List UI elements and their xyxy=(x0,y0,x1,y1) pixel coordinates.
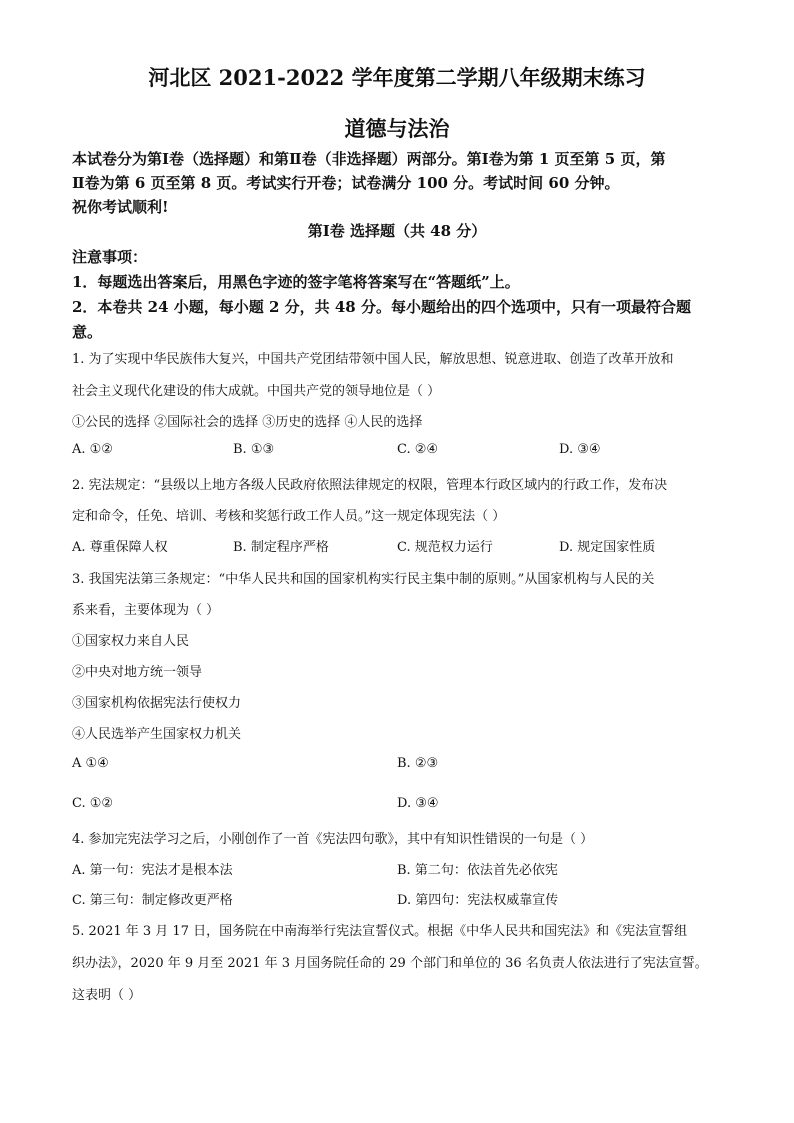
intro-line-1: 本试卷分为第Ⅰ卷（选择题）和第Ⅱ卷（非选择题）两部分。第Ⅰ卷为第 1 页至第 5 页，第 xyxy=(72,150,666,168)
note-1: 1．每题选出答案后，用黑色字迹的签字笔将答案写在“答题纸”上。 xyxy=(72,273,520,291)
q4-option-c: C. 第三句：制定修改更严格 xyxy=(72,893,233,908)
q2-option-d: D. 规定国家性质 xyxy=(559,540,656,555)
q1-stem-1: 1. 为了实现中华民族伟大复兴，中国共产党团结带领中国人民，解放思想、锐意进取、创造了改革开放和 xyxy=(72,352,674,367)
q1-option-c: C. ②④ xyxy=(397,442,439,457)
q4-stem: 4. 参加完宪法学习之后，小刚创作了一首《宪法四句歌》，其中有知识性错误的一句是（ ） xyxy=(72,832,594,847)
section-heading: 第Ⅰ卷 选择题（共 48 分） xyxy=(307,222,487,240)
q1-option-b: B. ①③ xyxy=(233,442,275,457)
q3-stem-1: 3. 我国宪法第三条规定：“中华人民共和国的国家机构实行民主集中制的原则。”从国家机构与人民的关 xyxy=(72,572,655,587)
intro-line-2: Ⅱ卷为第 6 页至第 8 页。考试实行开卷；试卷满分 100 分。考试时间 60 分钟。 xyxy=(72,174,620,192)
q4-option-b: B. 第二句：依法首先必依宪 xyxy=(397,863,558,878)
note-2-cont: 意。 xyxy=(72,323,103,341)
q3-item-2: ②中央对地方统一领导 xyxy=(72,665,203,680)
q3-option-a: A ①④ xyxy=(72,756,109,771)
q3-option-b: B. ②③ xyxy=(397,756,439,771)
q2-option-a: A. 尊重保障人权 xyxy=(72,540,168,555)
q4-option-d: D. 第四句：宪法权威靠宣传 xyxy=(397,893,559,908)
q3-item-3: ③国家机构依据宪法行使权力 xyxy=(72,696,242,711)
q5-stem-2: 织办法》，2020 年 9 月至 2021 年 3 月国务院任命的 29 个部门和单位的 36 名负责人依法进行了宪法宣誓。 xyxy=(72,956,708,971)
q2-stem-1: 2. 宪法规定：“县级以上地方各级人民政府依照法律规定的权限，管理本行政区域内的行政工作，发布决 xyxy=(72,478,668,493)
q4-option-a: A. 第一句：宪法才是根本法 xyxy=(72,863,233,878)
q3-option-d: D. ③④ xyxy=(397,796,439,811)
notes-title: 注意事项： xyxy=(72,248,148,266)
q3-stem-2: 系来看，主要体现为（ ） xyxy=(72,603,220,618)
q5-stem-3: 这表明（ ） xyxy=(72,988,142,1003)
intro-line-3: 祝你考试顺利! xyxy=(72,198,169,216)
q2-stem-2: 定和命令，任免、培训、考核和奖惩行政工作人员。”这一规定体现宪法（ ） xyxy=(72,509,506,524)
q3-option-c: C. ①② xyxy=(72,796,114,811)
q1-option-a: A. ①② xyxy=(72,442,113,457)
note-2: 2．本卷共 24 小题，每小题 2 分，共 48 分。每小题给出的四个选项中，只有一项最符合题 xyxy=(72,298,691,316)
q1-items: ①公民的选择 ②国际社会的选择 ③历史的选择 ④人民的选择 xyxy=(72,415,423,430)
q1-stem-2: 社会主义现代化建设的伟大成就。中国共产党的领导地位是（ ） xyxy=(72,384,441,399)
q2-option-c: C. 规范权力运行 xyxy=(397,540,493,555)
exam-title: 河北区 2021-2022 学年度第二学期八年级期末练习 xyxy=(148,65,646,90)
q3-item-1: ①国家权力来自人民 xyxy=(72,634,190,649)
q3-item-4: ④人民选举产生国家权力机关 xyxy=(72,727,242,742)
q5-stem-1: 5. 2021 年 3 月 17 日，国务院在中南海举行宪法宣誓仪式。根据《中华人民共和国宪法》和《宪法宣誓组 xyxy=(72,924,688,939)
q2-option-b: B. 制定程序严格 xyxy=(233,540,329,555)
subject-title: 道德与法治 xyxy=(344,116,450,141)
q1-option-d: D. ③④ xyxy=(559,442,601,457)
